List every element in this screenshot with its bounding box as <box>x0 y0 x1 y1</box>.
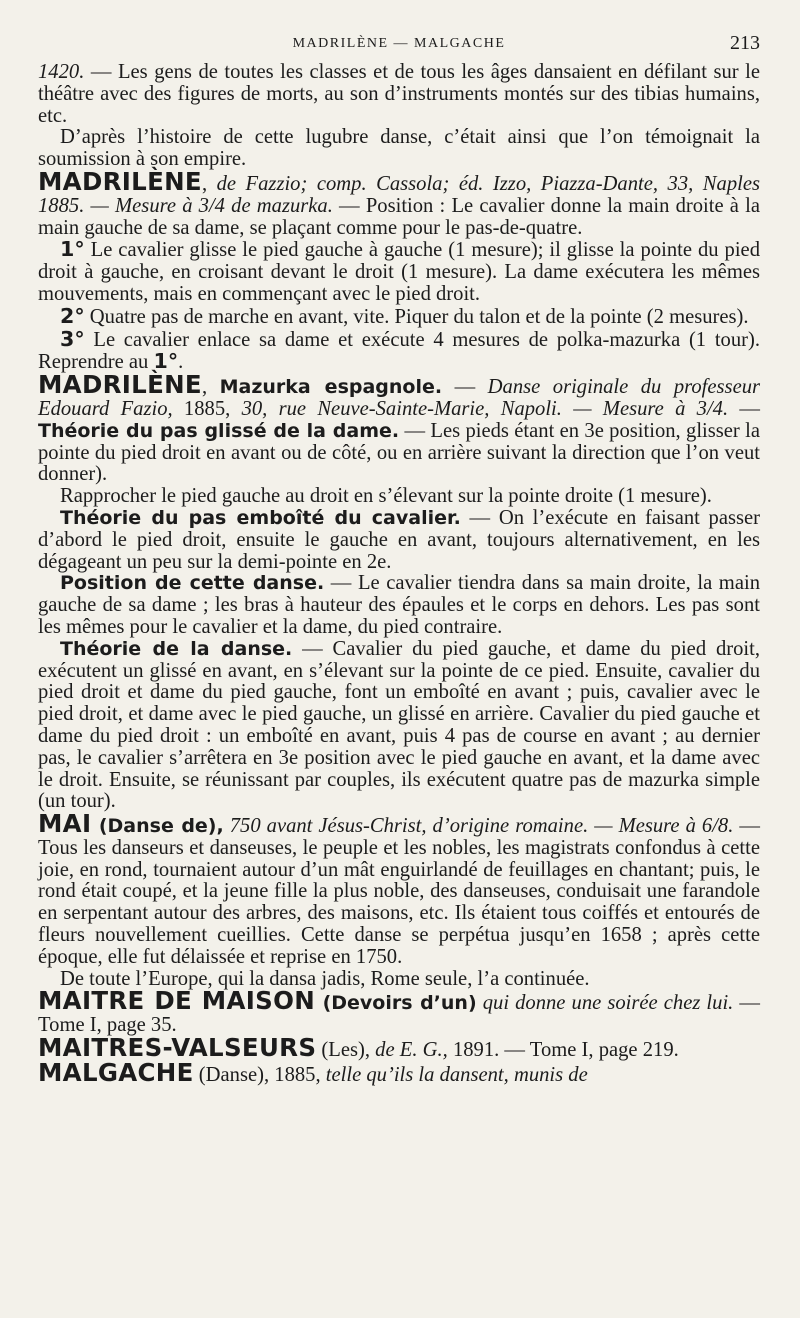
paragraph-histoire: D’après l’histoire de cette lugubre danse, c’était ainsi que l’on témoignait la soumission à son empire. <box>38 126 760 171</box>
figure-text: Le cavalier enlace sa dame et exécute 4 mesures de polka-mazurka (1 tour). Reprendre au <box>38 328 760 374</box>
entry-parenthetical: (Danse de), <box>91 815 224 838</box>
separator: , <box>201 172 217 195</box>
paragraph-rapprocher: Rapprocher le pied gauche au droit en s’élevant sur la pointe droite (1 mesure). <box>60 485 712 508</box>
page-number: 213 <box>730 32 760 54</box>
entry-mai <box>38 809 760 969</box>
entry-source: qui donne une soirée chez lui. <box>476 992 734 1015</box>
entry-source: Danse originale du professeur Edouard Fazio, <box>38 376 761 420</box>
paragraph-position <box>38 573 760 638</box>
entry-parenthetical: (Danse), <box>193 1063 270 1086</box>
section-heading: Théorie du pas glissé de la dame. <box>38 419 400 442</box>
entry-source: de E. G., <box>370 1039 448 1062</box>
entry-text: — Tome I, page 35. <box>38 992 761 1037</box>
paragraph-theorie <box>38 639 760 813</box>
section-heading: Théorie de la danse. <box>60 637 293 660</box>
entry-malgache <box>38 1057 760 1087</box>
section-heading: Théorie du pas emboîté du cavalier. <box>60 506 461 529</box>
paragraph-text: — Les gens de toutes les classes et de tous les âges dansaient en défilant sur le théâtre avec des figures de morts, au son d’instruments montés sur des tibias humains, etc. <box>38 61 760 127</box>
entry-headword: MAI <box>38 809 92 839</box>
entry-year: 1885, <box>269 1063 321 1086</box>
entry-maitre-de-maison <box>38 986 761 1037</box>
entry-parenthetical: (Devoirs d’un) <box>315 992 477 1015</box>
separator: , <box>201 376 220 399</box>
figure-text: Le cavalier glisse le pied gauche à gauche (1 mesure); il glisse la pointe du pied droit à gauche, en croisant devant le droit (1 mesure). La dame exécutera les mêmes mouvements, mais en commençant avec le pied droit. <box>38 239 760 305</box>
paragraph-emboite <box>38 508 760 573</box>
running-title: MADRILÈNE — MALGACHE <box>292 36 506 51</box>
entry-text: — Position : Le cavalier donne la main droite à la main gauche de sa dame, se plaçant comme pour le pas-de-quatre. <box>38 194 760 239</box>
entry-text: — Les pieds étant en 3e position, glisser la pointe du pied droit en avant ou de côté, ou en arrière suivant la direction que l’on veut donner). <box>38 419 760 486</box>
entry-headword: MADRILÈNE <box>38 370 202 400</box>
year-1420: 1420. <box>38 61 85 83</box>
entry-headword: MAITRE DE MAISON <box>38 986 316 1016</box>
figure-end: . <box>178 351 184 374</box>
paragraph-europe: De toute l’Europe, qui la dansa jadis, Rome seule, l’a continuée. <box>60 967 590 990</box>
paragraph-1420 <box>38 62 760 127</box>
entry-headword: MAITRES-VALSEURS <box>38 1033 317 1063</box>
entry-parenthetical: (Les), <box>316 1039 371 1062</box>
figure-text: Quatre pas de marche en avant, vite. Piquer du talon et de la pointe (2 mesures). <box>84 305 749 328</box>
figure-1 <box>38 239 760 305</box>
entry-source: 750 avant Jésus-Christ, d’origine romaine. — Mesure à 6/8. <box>223 815 734 838</box>
paragraph-text: — Le cavalier tiendra dans sa main droite, la main gauche de sa dame ; les bras à hauteur des épaules et le corps en dehors. Les pas sont les mêmes pour le cavalier et la dame, du pied contraire. <box>38 572 760 638</box>
entry-text: 1891. — Tome I, page 219. <box>447 1039 679 1062</box>
paragraph-text: — On l’exécute en faisant passer d’abord le pied droit, ensuite le gauche en avant, toujours alternativement, en les dégageant un peu sur la demi-pointe en 2e. <box>38 506 761 573</box>
figure-number: 3° <box>60 326 85 351</box>
entry-headword: MADRILÈNE <box>38 166 202 196</box>
figure-2 <box>38 303 760 329</box>
separator: — <box>442 376 488 399</box>
figure-3 <box>38 326 760 375</box>
figure-number: 1° <box>60 237 85 262</box>
entry-address: 30, rue Neuve-Sainte-Marie, Napoli. — Mesure à 3/4. <box>241 397 729 420</box>
separator: — <box>728 397 760 420</box>
figure-number: 2° <box>60 303 85 328</box>
paragraph-text: — Cavalier du pied gauche, et dame du pied droit, exécutent un glissé en avant, en s’élevant sur la pointe de ce pied. Ensuite, cavalier du pied droit et dame du pied gauche, font un emboîté en avant ; puis, cavalier avec le pied droit, et dame avec le pied gauche, un glissé en arrière. Cavalier du pied gauche et dame du pied droit : un emboîté en avant, puis 4 pas de course en avant ; au dernier pas, le cavalier s’arrêtera en 3e position avec le pied gauche en avant, et la dame avec le droit. Ensuite, se réunissant par couples, ils exécutent quatre pas de mazurka simple (un tour). <box>38 637 760 813</box>
entry-madrilene-1 <box>38 166 760 239</box>
section-heading: Position de cette danse. <box>60 572 325 595</box>
entry-subtitle: Mazurka espagnole. <box>219 376 443 399</box>
entry-text: — Tous les danseurs et danseuses, le peuple et les nobles, les magistrats confondus à cette joie, en rond, tournaient autour d’un mât enguirlandé de feuillages en chantant; puis, le rond était coupé, et la jeune fille la plus noble, des danseuses, conduisait une farandole en serpentant autour des arbres, des maisons, etc. Ils étaient tous coiffés et entourés de fleurs nouvellement cueillies. Cette danse se perpétua jusqu’en 1658 ; après cette époque, elle fut délaissée et reprise en 1750. <box>38 815 760 968</box>
entry-source: telle qu’ils la dansent, munis de <box>320 1063 588 1086</box>
entry-year: 1885, <box>172 397 242 420</box>
page-body <box>38 62 760 1087</box>
entry-source: de Fazzio; comp. Cassola; éd. Izzo, Piazza-Dante, 33, Naples 1885. — Mesure à 3/4 de mazurka. <box>38 172 760 217</box>
entry-madrilene-2 <box>38 370 761 486</box>
entry-headword: MALGACHE <box>38 1057 194 1087</box>
figure-reference: 1° <box>153 349 179 374</box>
page-header <box>38 30 760 62</box>
